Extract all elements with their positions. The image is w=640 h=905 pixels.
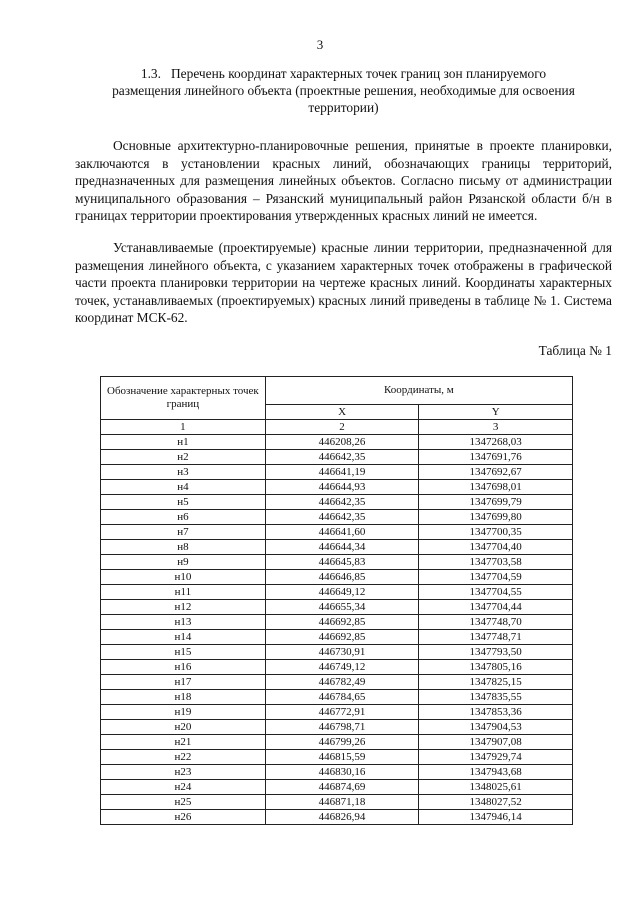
table-row [101,450,573,465]
table-row [101,540,573,555]
point-id-cell: н25 [101,795,266,810]
table-column-numbers-row [101,420,573,435]
y-coordinate-cell: 1347835,55 [419,690,573,705]
point-id-cell: н5 [101,495,266,510]
point-id-cell: н8 [101,540,266,555]
y-coordinate-cell: 1347825,15 [419,675,573,690]
paragraph-red-lines-intro: Основные архитектурно-планировочные решения, принятые в проекте планировки, заключаются в установлении красных линий, обозначающих границы территорий, предназначенных для размещения линейных объектов. Согласно письму от администрации муниципального образования – Рязанский муниципальный район Рязанской области б/н в границах территории проектирования утвержденных красных линий не имеется. [75,138,612,223]
point-id-cell: н1 [101,435,266,450]
table-row [101,735,573,750]
x-coordinate-cell: 446799,26 [265,735,419,750]
table-row [101,480,573,495]
header-x: X [265,405,419,420]
page-number: 3 [316,37,324,52]
point-id-cell: н2 [101,450,266,465]
table-row [101,600,573,615]
y-coordinate-cell: 1347904,53 [419,720,573,735]
table-row [101,615,573,630]
point-id-cell: н7 [101,525,266,540]
point-id-cell: н14 [101,630,266,645]
point-id-cell: н6 [101,510,266,525]
point-id-cell: н10 [101,570,266,585]
coordinates-table [100,376,573,825]
table-caption: Таблица № 1 [538,343,612,358]
table-row [101,510,573,525]
y-coordinate-cell: 1347704,44 [419,600,573,615]
y-coordinate-cell: 1347946,14 [419,810,573,825]
x-coordinate-cell: 446772,91 [265,705,419,720]
table-row [101,645,573,660]
y-coordinate-cell: 1347748,71 [419,630,573,645]
table-row [101,585,573,600]
y-coordinate-cell: 1347929,74 [419,750,573,765]
y-coordinate-cell: 1347704,55 [419,585,573,600]
x-coordinate-cell: 446208,26 [265,435,419,450]
table-row [101,675,573,690]
table-row [101,765,573,780]
y-coordinate-cell: 1348027,52 [419,795,573,810]
y-coordinate-cell: 1347748,70 [419,615,573,630]
x-coordinate-cell: 446798,71 [265,720,419,735]
point-id-cell: н22 [101,750,266,765]
y-coordinate-cell: 1347943,68 [419,765,573,780]
y-coordinate-cell: 1347268,03 [419,435,573,450]
x-coordinate-cell: 446642,35 [265,510,419,525]
table-row [101,795,573,810]
heading-line: территории) [308,100,379,115]
x-coordinate-cell: 446749,12 [265,660,419,675]
header-y: Y [419,405,573,420]
x-coordinate-cell: 446649,12 [265,585,419,600]
x-coordinate-cell: 446646,85 [265,570,419,585]
table-row [101,720,573,735]
x-coordinate-cell: 446644,93 [265,480,419,495]
point-id-cell: н11 [101,585,266,600]
table-header-row [101,377,573,405]
x-coordinate-cell: 446830,16 [265,765,419,780]
table-row [101,780,573,795]
y-coordinate-cell: 1347699,80 [419,510,573,525]
x-coordinate-cell: 446644,34 [265,540,419,555]
point-id-cell: н24 [101,780,266,795]
table-row [101,630,573,645]
y-coordinate-cell: 1347703,58 [419,555,573,570]
x-coordinate-cell: 446692,85 [265,615,419,630]
table-row [101,660,573,675]
column-number: 2 [265,420,419,435]
point-id-cell: н17 [101,675,266,690]
x-coordinate-cell: 446871,18 [265,795,419,810]
y-coordinate-cell: 1348025,61 [419,780,573,795]
y-coordinate-cell: 1347805,16 [419,660,573,675]
y-coordinate-cell: 1347793,50 [419,645,573,660]
table-row [101,570,573,585]
header-coordinates: Координаты, м [265,377,572,405]
table-row [101,810,573,825]
x-coordinate-cell: 446655,34 [265,600,419,615]
point-id-cell: н18 [101,690,266,705]
header-point-designation: Обозначение характерных точек границ [101,377,266,420]
point-id-cell: н26 [101,810,266,825]
x-coordinate-cell: 446782,49 [265,675,419,690]
table-row [101,495,573,510]
x-coordinate-cell: 446641,60 [265,525,419,540]
y-coordinate-cell: 1347692,67 [419,465,573,480]
point-id-cell: н9 [101,555,266,570]
point-id-cell: н23 [101,765,266,780]
x-coordinate-cell: 446784,65 [265,690,419,705]
point-id-cell: н19 [101,705,266,720]
paragraph-red-lines-coordinates: Устанавливаемые (проектируемые) красные линии территории, предназначенной для размещения линейного объекта, с указанием характерных точек отображены в графической части проекта планировки территории на чертеже красных линий. Координаты характерных точек, устанавливаемых (проектируемых) красных линий приведены в таблице № 1. Система координат МСК-62. [75,240,612,325]
heading-line: размещения линейного объекта (проектные решения, необходимые для освоения [112,83,575,98]
table-row [101,750,573,765]
y-coordinate-cell: 1347698,01 [419,480,573,495]
point-id-cell: н4 [101,480,266,495]
point-id-cell: н13 [101,615,266,630]
x-coordinate-cell: 446815,59 [265,750,419,765]
x-coordinate-cell: 446642,35 [265,450,419,465]
point-id-cell: н20 [101,720,266,735]
table-row [101,705,573,720]
x-coordinate-cell: 446641,19 [265,465,419,480]
column-number: 1 [101,420,266,435]
table-row [101,465,573,480]
x-coordinate-cell: 446730,91 [265,645,419,660]
x-coordinate-cell: 446645,83 [265,555,419,570]
point-id-cell: н3 [101,465,266,480]
table-row [101,435,573,450]
x-coordinate-cell: 446692,85 [265,630,419,645]
point-id-cell: н12 [101,600,266,615]
y-coordinate-cell: 1347699,79 [419,495,573,510]
column-number: 3 [419,420,573,435]
y-coordinate-cell: 1347704,59 [419,570,573,585]
point-id-cell: н16 [101,660,266,675]
section-heading [75,65,612,116]
table-row [101,690,573,705]
x-coordinate-cell: 446642,35 [265,495,419,510]
y-coordinate-cell: 1347853,36 [419,705,573,720]
x-coordinate-cell: 446874,69 [265,780,419,795]
table-row [101,525,573,540]
x-coordinate-cell: 446826,94 [265,810,419,825]
y-coordinate-cell: 1347700,35 [419,525,573,540]
y-coordinate-cell: 1347907,08 [419,735,573,750]
y-coordinate-cell: 1347691,76 [419,450,573,465]
table-row [101,555,573,570]
point-id-cell: н15 [101,645,266,660]
y-coordinate-cell: 1347704,40 [419,540,573,555]
point-id-cell: н21 [101,735,266,750]
heading-line: 1.3. Перечень координат характерных точек границ зон планируемого [140,66,547,81]
